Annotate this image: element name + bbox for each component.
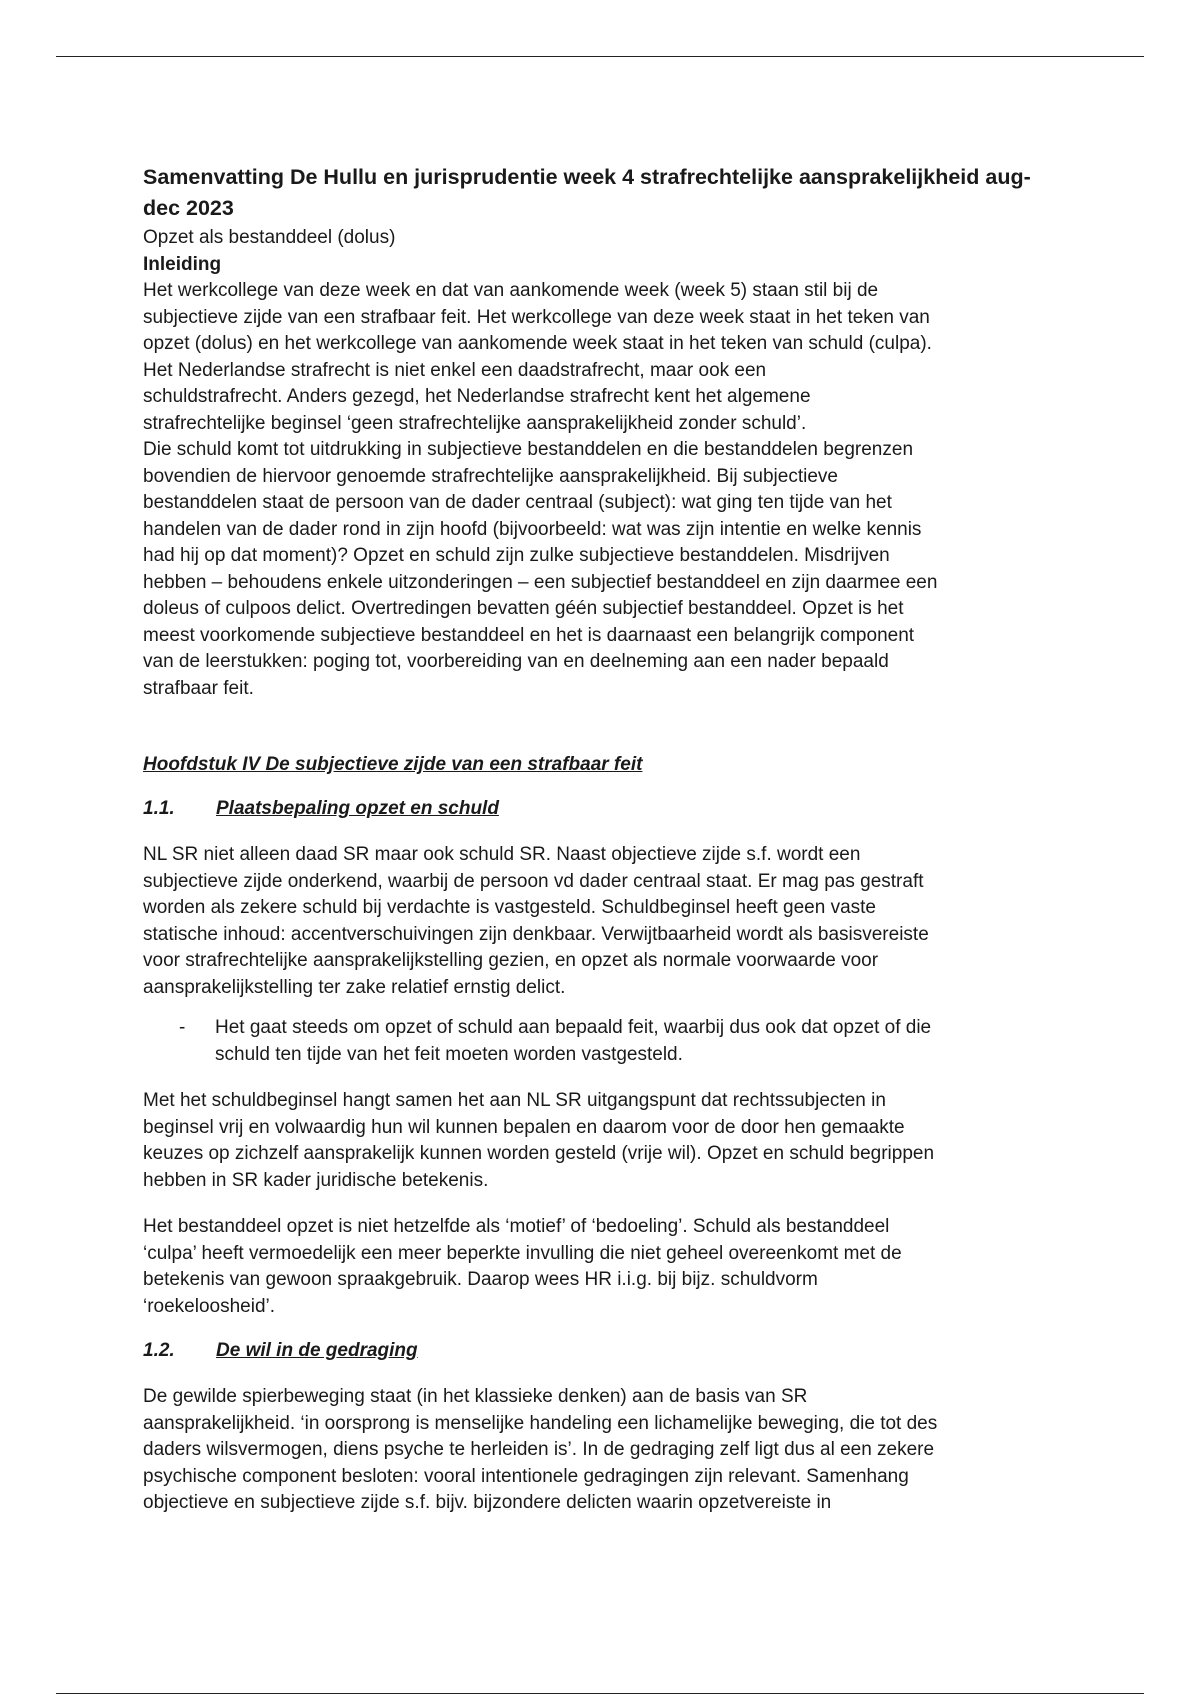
section-title: De wil in de gedraging: [216, 1340, 418, 1361]
intro-paragraph-2: Die schuld komt tot uitdrukking in subjectieve bestanddelen en die bestanddelen begrenzen bovendien de hiervoor genoemde strafrechtelijke aansprakelijkheid. Bij subjectieve bestanddelen staat de persoon van de dader centraal (subject): wat ging ten tijde van het handelen van de dader rond in zijn hoofd (bijvoorbeeld: wat was zijn intentie en welke kennis had hij op dat moment)? Opzet en schuld zijn zulke subjectieve bestanddelen. Misdrijven hebben – behoudens enkele uitzonderingen – een subjectief bestanddeel en zijn daarmee een doleus of culpoos delict. Overtredingen bevatten géén subjectief bestanddeel. Opzet is het meest voorkomende subjectieve bestanddeel en het is daarnaast een belangrijk component van de leerstukken: poging tot, voorbereiding van en deelneming aan een nader bepaald strafbaar feit.: [143, 439, 938, 699]
section-number: 1.1.: [143, 798, 175, 819]
section-number: 1.2.: [143, 1340, 175, 1361]
document-subtitle: Opzet als bestanddeel (dolus): [143, 227, 396, 248]
section-1-2-paragraph-1: De gewilde spierbeweging staat (in het klassieke denken) aan de basis van SR aansprakelijkheid. ‘in oorsprong is menselijke handeling een lichamelijke beweging, die tot des daders wilsvermogen, diens psyche te herleiden is’. In de gedraging zelf ligt dus al een zekere psychische component besloten: vooral intentionele gedragingen zijn relevant. Samenhang objectieve en subjectieve zijde s.f. bijv. bijzondere delicten waarin opzetvereiste in: [143, 1386, 938, 1513]
section-heading-1-2: [143, 1338, 1063, 1364]
chapter-heading: Hoofdstuk IV De subjectieve zijde van een strafbaar feit: [143, 754, 643, 775]
section-heading-1-1: [143, 796, 1063, 822]
intro-paragraph-1: Het werkcollege van deze week en dat van aankomende week (week 5) staan stil bij de subjectieve zijde van een strafbaar feit. Het werkcollege van deze week staat in het teken van opzet (dolus) en het werkcollege van aankomende week staat in het teken van schuld (culpa). Het Nederlandse strafrecht is niet enkel een daadstrafrecht, maar ook een schuldstrafrecht. Anders gezegd, het Nederlandse strafrecht kent het algemene strafrechtelijke beginsel ‘geen strafrechtelijke aansprakelijkheid zonder schuld’.: [143, 280, 932, 434]
bullet-marker: -: [179, 1017, 186, 1038]
section-title: Plaatsbepaling opzet en schuld: [216, 798, 499, 819]
bottom-rule: [56, 1693, 1144, 1694]
document-body: [143, 162, 1063, 1517]
bullet-text: Het gaat steeds om opzet of schuld aan bepaald feit, waarbij dus ook dat opzet of die schuld ten tijde van het feit moeten worden vastgesteld.: [215, 1017, 932, 1065]
top-rule: [56, 56, 1144, 57]
list-item: [143, 1015, 1063, 1068]
section-1-1-paragraph-1: NL SR niet alleen daad SR maar ook schuld SR. Naast objectieve zijde s.f. wordt een subjectieve zijde onderkend, waarbij de persoon vd dader centraal staat. Er mag pas gestraft worden als zekere schuld bij verdachte is vastgesteld. Schuldbeginsel heeft geen vaste statische inhoud: accentverschuivingen zijn denkbaar. Verwijtbaarheid wordt als basisvereiste voor strafrechtelijke aansprakelijkstelling gezien, en opzet als normale voorwaarde voor aansprakelijkstelling ter zake relatief ernstig delict.: [143, 844, 929, 998]
intro-heading: Inleiding: [143, 254, 222, 275]
section-1-1-paragraph-2: Met het schuldbeginsel hangt samen het aan NL SR uitgangspunt dat rechtssubjecten in beginsel vrij en volwaardig hun wil kunnen bepalen en daarom voor de door hen gemaakte keuzes op zichzelf aansprakelijk kunnen worden gesteld (vrije wil). Opzet en schuld begrippen hebben in SR kader juridische betekenis.: [143, 1090, 935, 1191]
document-title: Samenvatting De Hullu en jurisprudentie week 4 strafrechtelijke aansprakelijkheid aug-dec 2023: [143, 165, 1031, 220]
section-1-1-paragraph-3: Het bestanddeel opzet is niet hetzelfde als ‘motief’ of ‘bedoeling’. Schuld als bestanddeel ‘culpa’ heeft vermoedelijk een meer beperkte invulling die niet geheel overeenkomt met de betekenis van gewoon spraakgebruik. Daarop wees HR i.i.g. bij bijz. schuldvorm ‘roekeloosheid’.: [143, 1216, 902, 1317]
